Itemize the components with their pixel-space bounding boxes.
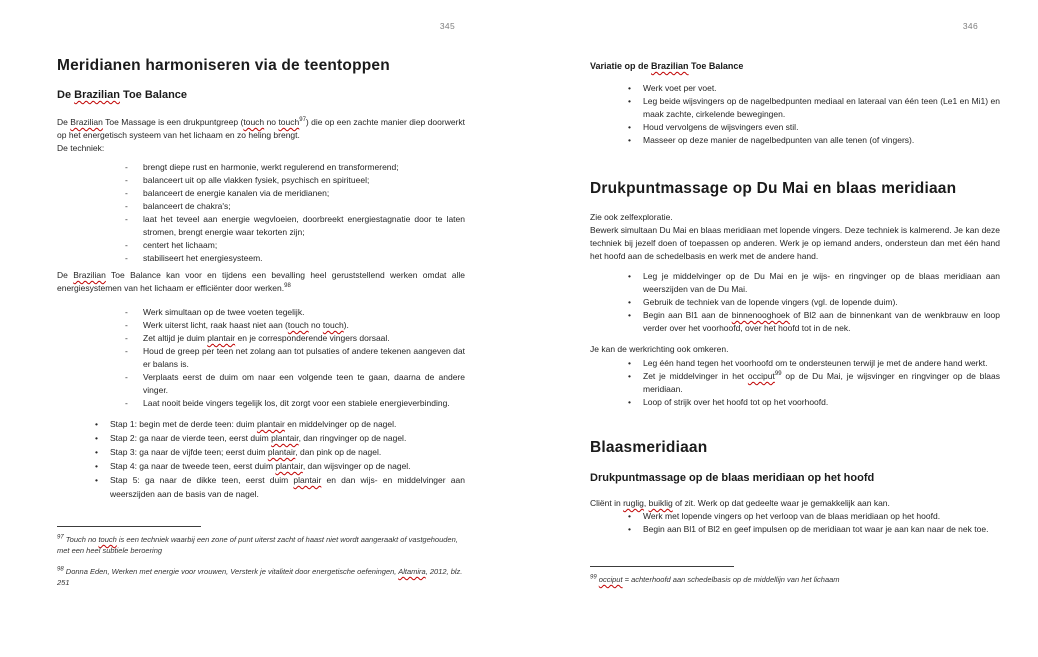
- list-item: - centert het lichaam;: [57, 239, 465, 252]
- list-item: - Verplaats eerst de duim om naar een volgende teen te gaan, daarna de andere vinger.: [57, 371, 465, 397]
- benefits-list: [57, 161, 465, 265]
- spellcheck-flagged-word: occiput: [747, 371, 775, 381]
- footnote-reference: 97: [57, 534, 64, 541]
- list-item: - Laat nooit beide vingers tegelijk los, dit zorgt voor een stabiele energieverbinding.: [57, 397, 465, 410]
- spellcheck-flagged-word: plantair: [293, 475, 322, 485]
- list-item: - brengt diepe rust en harmonie, werkt regulerend en transformerend;: [57, 161, 465, 174]
- spellcheck-flagged-word: Altamira: [398, 567, 426, 576]
- footnote-reference: 98: [57, 566, 64, 573]
- chapter-title-dumai: Drukpuntmassage op Du Mai en blaas meridiaan: [590, 180, 957, 197]
- list-item: - stabiliseert het energiesysteem.: [57, 252, 465, 265]
- list-item: • Masseer op deze manier de nagelbedpunten van alle tenen (of vingers).: [590, 134, 1000, 147]
- paragraph-zelfexploratie: Zie ook zelfexploratie.: [590, 212, 673, 222]
- list-item: - Werk simultaan op de twee voeten tegelijk.: [57, 306, 465, 319]
- variation-list: [590, 82, 1000, 147]
- footnote: $^{98}$ Donna Eden, Werken met energie voor vrouwen, Versterk je vitaliteit door energetische oefeningen, Altamira, 2012, blz. 251: [57, 566, 463, 587]
- blaas-list: [590, 510, 1000, 536]
- intro-paragraph-technique-label: De techniek:: [57, 143, 105, 153]
- list-item: • Zet je middelvinger in het occiput$^{99}$ op de Du Mai, je wijsvinger en ringvinger op de blaas meridiaan.: [590, 370, 1000, 396]
- section-heading-variation: Variatie op de Brazilian Toe Balance: [590, 61, 744, 71]
- spellcheck-flagged-word: touch: [98, 535, 117, 544]
- guidelines-list: [57, 306, 465, 410]
- list-item: - balanceert de chakra's;: [57, 200, 465, 213]
- list-item: - balanceert uit op alle vlakken fysiek, psychisch en spiritueel;: [57, 174, 465, 187]
- list-item: • Begin aan Bl1 aan de binnenooghoek of Bl2 aan de binnenkant van de wenkbrauw en loop verder over het voorhoofd, over het hoofd tot in de nek.: [590, 309, 1000, 335]
- list-item: • Stap 4: ga naar de tweede teen, eerst duim plantair, dan wijsvinger op de nagel.: [57, 459, 465, 473]
- steps-list: [57, 417, 465, 501]
- footnote-reference: 98: [284, 283, 291, 290]
- footnote-divider: [57, 526, 201, 527]
- list-item: • Leg je middelvinger op de Du Mai en je wijs- en ringvinger op de blaas meridiaan aan weerszijden van de Du Mai.: [590, 270, 1000, 296]
- intro-paragraph: De Brazilian Toe Massage is een drukpuntgreep (touch no touch$^{97}$) die op een zachte manier diep doorwerkt op het energetisch systeem van het lichaam en zo heling brengt.: [57, 117, 465, 140]
- paragraph-dumai-intro: Bewerk simultaan Du Mai en blaas meridiaan met lopende vingers. Deze techniek is kalmerend. Je kan deze techniek bij jezelf doen of toepassen op anderen. Werk je op iemand anders, ondersteun dan met één hand het hoofd aan de schedelbasis en werk met de andere hand.: [590, 225, 1000, 261]
- spellcheck-flagged-word: occiput: [598, 575, 623, 584]
- list-item: • Stap 2: ga naar de vierde teen, eerst duim plantair, dan ringvinger op de nagel.: [57, 431, 465, 445]
- footnote-reference: 97: [299, 117, 306, 124]
- balance-paragraph: De Brazilian Toe Balance kan voor en tijdens een bevalling heel geruststellend werken omdat alle energiesystemen van het lichaam er efficiënter door werken.$^{98}$: [57, 270, 466, 293]
- footnote-reference: 99: [590, 574, 597, 581]
- section-heading-blaas-drukpuntmassage: Drukpuntmassage op de blaas meridiaan op het hoofd: [590, 472, 875, 484]
- spellcheck-flagged-word: touch: [287, 320, 309, 330]
- spellcheck-flagged-word: plantair: [267, 447, 296, 457]
- spellcheck-flagged-word: buiklig: [648, 498, 673, 508]
- footnote: $^{97}$ Touch no touch is een techniek waarbij een zone of punt uiterst zacht of haast niet wordt aangeraakt of vastgehouden, met een heel subtiele beroering: [57, 534, 458, 555]
- chapter-title-blaasmeridiaan: Blaasmeridiaan: [590, 439, 708, 456]
- list-item: • Stap 1: begin met de derde teen: duim plantair en middelvinger op de nagel.: [57, 417, 465, 431]
- spellcheck-flagged-word: plantair: [275, 461, 303, 471]
- spellcheck-flagged-word: touch: [278, 117, 300, 127]
- spellcheck-flagged-word: binnenooghoek: [731, 310, 790, 320]
- list-item: • Stap 3: ga naar de vijfde teen; eerst duim plantair, dan pink op de nagel.: [57, 445, 465, 459]
- list-item: • Stap 5: ga naar de dikke teen, eerst duim plantair en dan wijs- en middelvinger aan weerszijden aan de basis van de nagel.: [57, 473, 465, 501]
- spellcheck-flagged-word: Brazilian: [74, 89, 120, 101]
- list-item: - laat het teveel aan energie wegvloeien, doorbreekt energiestagnatie door te laten stromen, brengt energie waar tekorten zijn;: [57, 213, 465, 239]
- footnote-divider: [590, 566, 734, 567]
- list-item: • Leg beide wijsvingers op de nagelbedpunten mediaal en lateraal van één teen (Le1 en Mi1) en maak zachte, cirkelende bewegingen.: [590, 95, 1000, 121]
- spellcheck-flagged-word: plantair: [207, 333, 236, 343]
- page-345: [57, 0, 465, 657]
- list-item: - Houd de greep per teen net zolang aan tot pulsaties of andere tekenen aangeven dat er balans is.: [57, 345, 465, 371]
- footnote: $^{99}$ occiput = achterhoofd aan schedelbasis op de middellijn van het lichaam: [590, 574, 840, 584]
- spellcheck-flagged-word: plantair: [256, 419, 285, 429]
- list-item: - balanceert de energie kanalen via de meridianen;: [57, 187, 465, 200]
- list-item: • Werk met lopende vingers op het verloop van de blaas meridiaan op het hoofd.: [590, 510, 1000, 523]
- list-item: - Werk uiterst licht, raak haast niet aan (touch no touch).: [57, 319, 465, 332]
- page-number: 345: [439, 21, 455, 31]
- list-item: • Loop of strijk over het hoofd tot op het voorhoofd.: [590, 396, 1000, 409]
- list-item: - Zet altijd je duim plantair en je corresponderende vingers dorsaal.: [57, 332, 465, 345]
- footnote-area: [57, 526, 465, 588]
- list-item: • Werk voet per voet.: [590, 82, 1000, 95]
- spellcheck-flagged-word: touch: [243, 117, 265, 127]
- spellcheck-flagged-word: plantair: [271, 433, 299, 443]
- spellcheck-flagged-word: Brazilian: [70, 117, 103, 127]
- footnote-area: [590, 566, 1000, 585]
- dumai-list: [590, 270, 1000, 335]
- section-heading-brazilian-toe-balance: De Brazilian Toe Balance: [57, 89, 188, 101]
- page-346: [590, 0, 1000, 657]
- spellcheck-flagged-word: Brazilian: [651, 61, 689, 71]
- spellcheck-flagged-word: ruglig: [623, 498, 644, 508]
- list-item: • Leg één hand tegen het voorhoofd om te ondersteunen terwijl je met de andere hand werkt.: [590, 357, 1000, 370]
- spellcheck-flagged-word: Brazilian: [73, 270, 106, 280]
- paragraph-blaas-intro: Cliënt in ruglig, buiklig of zit. Werk op dat gedeelte waar je gemakkelijk aan kan.: [590, 498, 890, 508]
- list-item: • Houd vervolgens de wijsvingers even stil.: [590, 121, 1000, 134]
- reverse-list: [590, 357, 1000, 409]
- list-item: • Gebruik de techniek van de lopende vingers (vgl. de lopende duim).: [590, 296, 1000, 309]
- page-number: 346: [962, 21, 978, 31]
- list-item: • Begin aan Bl1 of Bl2 en geef impulsen op de meridiaan tot waar je aan kan naar de nek toe.: [590, 523, 1000, 536]
- paragraph-reverse-note: Je kan de werkrichting ook omkeren.: [590, 344, 729, 354]
- spellcheck-flagged-word: touch: [322, 320, 344, 330]
- chapter-title: Meridianen harmoniseren via de teentoppen: [57, 57, 390, 74]
- footnote-reference: 99: [774, 371, 782, 378]
